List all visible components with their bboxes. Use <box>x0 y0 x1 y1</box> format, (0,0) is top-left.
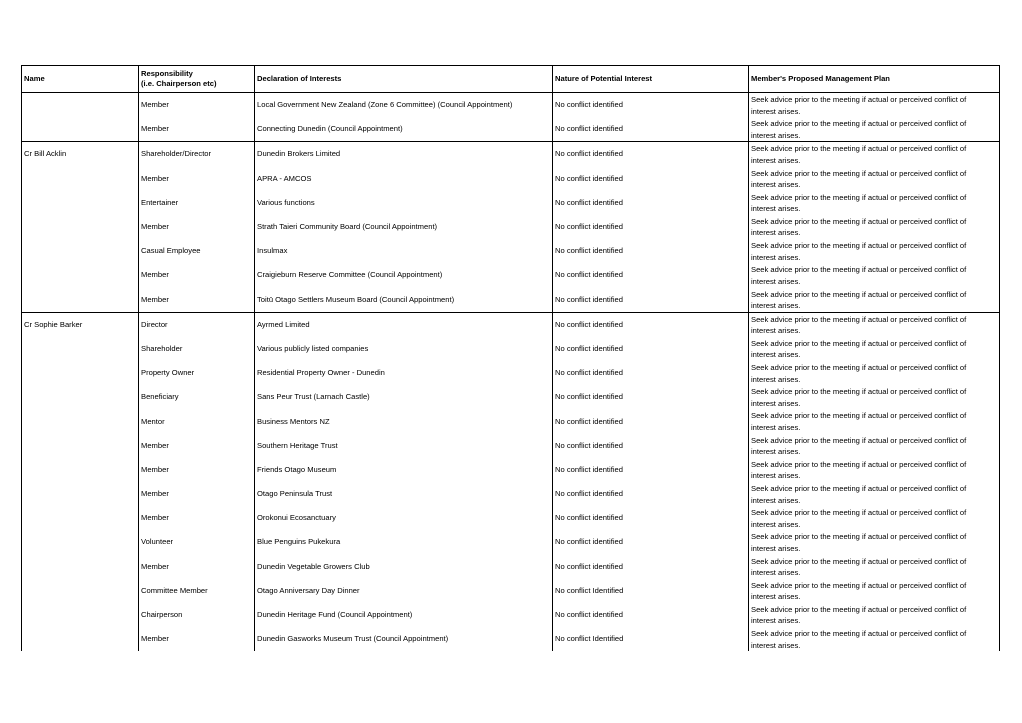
header-row <box>22 66 1000 93</box>
table-row <box>22 506 1000 530</box>
plan-text-line2: interest arises. <box>751 422 801 432</box>
cell-declaration: Various functions <box>255 191 553 215</box>
plan-text-line2: interest arises. <box>751 471 801 481</box>
plan-text-line2: interest arises. <box>751 276 801 286</box>
cell-management-plan <box>749 312 1000 337</box>
plan-text-line1: Seek advice prior to the meeting if actual or perceived conflict of <box>751 216 967 226</box>
plan-text-line2: interest arises. <box>751 228 801 238</box>
cell-responsibility: Member <box>139 215 255 239</box>
cell-responsibility: Member <box>139 288 255 313</box>
cell-nature: No conflict identified <box>553 530 749 554</box>
cell-name <box>22 482 139 506</box>
table-body <box>22 93 1000 652</box>
cell-management-plan <box>749 482 1000 506</box>
cell-declaration: Strath Taieri Community Board (Council Appointment) <box>255 215 553 239</box>
plan-text-line1: Seek advice prior to the meeting if actual or perceived conflict of <box>751 241 967 251</box>
header-responsibility-line2: (i.e. Chairperson etc) <box>141 79 217 88</box>
interests-register-sheet <box>21 65 999 651</box>
plan-text-line1: Seek advice prior to the meeting if actual or perceived conflict of <box>751 459 967 469</box>
cell-nature: No conflict identified <box>553 361 749 385</box>
cell-management-plan <box>749 409 1000 433</box>
cell-nature: No conflict identified <box>553 555 749 579</box>
cell-name <box>22 579 139 603</box>
cell-management-plan <box>749 458 1000 482</box>
table-row <box>22 215 1000 239</box>
cell-nature: No conflict identified <box>553 434 749 458</box>
header-plan: Member's Proposed Management Plan <box>749 66 1000 93</box>
cell-declaration: Otago Anniversary Day Dinner <box>255 579 553 603</box>
plan-text-line1: Seek advice prior to the meeting if actual or perceived conflict of <box>751 508 967 518</box>
table-row <box>22 530 1000 554</box>
cell-nature: No conflict identified <box>553 337 749 361</box>
plan-text-line1: Seek advice prior to the meeting if actual or perceived conflict of <box>751 119 967 129</box>
cell-management-plan <box>749 579 1000 603</box>
cell-management-plan <box>749 288 1000 313</box>
cell-management-plan <box>749 167 1000 191</box>
plan-text-line1: Seek advice prior to the meeting if actual or perceived conflict of <box>751 629 967 639</box>
plan-text-line1: Seek advice prior to the meeting if actual or perceived conflict of <box>751 580 967 590</box>
cell-nature: No conflict identified <box>553 263 749 287</box>
cell-declaration: APRA - AMCOS <box>255 167 553 191</box>
cell-nature: No conflict identified <box>553 117 749 142</box>
table-row <box>22 117 1000 142</box>
cell-responsibility: Beneficiary <box>139 385 255 409</box>
cell-nature: No conflict identified <box>553 215 749 239</box>
plan-text-line2: interest arises. <box>751 519 801 529</box>
cell-responsibility: Member <box>139 555 255 579</box>
table-row <box>22 263 1000 287</box>
cell-name <box>22 434 139 458</box>
cell-responsibility: Committee Member <box>139 579 255 603</box>
cell-nature: No conflict identified <box>553 288 749 313</box>
cell-management-plan <box>749 191 1000 215</box>
plan-text-line2: interest arises. <box>751 447 801 457</box>
cell-nature: No conflict identified <box>553 409 749 433</box>
plan-text-line2: interest arises. <box>751 543 801 553</box>
plan-text-line1: Seek advice prior to the meeting if actual or perceived conflict of <box>751 168 967 178</box>
table-row <box>22 337 1000 361</box>
cell-management-plan <box>749 215 1000 239</box>
cell-nature: No conflict identified <box>553 482 749 506</box>
cell-declaration: Connecting Dunedin (Council Appointment) <box>255 117 553 142</box>
cell-name <box>22 555 139 579</box>
cell-declaration: Blue Penguins Pukekura <box>255 530 553 554</box>
cell-name: Cr Bill Acklin <box>22 142 139 167</box>
cell-nature: No conflict identified <box>553 385 749 409</box>
cell-nature: No conflict identified <box>553 506 749 530</box>
cell-responsibility: Casual Employee <box>139 239 255 263</box>
cell-name <box>22 603 139 627</box>
table-row <box>22 167 1000 191</box>
cell-management-plan <box>749 263 1000 287</box>
plan-text-line2: interest arises. <box>751 374 801 384</box>
cell-name: Cr Sophie Barker <box>22 312 139 337</box>
plan-text-line1: Seek advice prior to the meeting if actual or perceived conflict of <box>751 314 967 324</box>
plan-text-line1: Seek advice prior to the meeting if actual or perceived conflict of <box>751 532 967 542</box>
cell-name <box>22 409 139 433</box>
cell-declaration: Dunedin Gasworks Museum Trust (Council Appointment) <box>255 627 553 651</box>
cell-responsibility: Member <box>139 93 255 118</box>
plan-text-line2: interest arises. <box>751 155 801 165</box>
cell-management-plan <box>749 93 1000 118</box>
cell-management-plan <box>749 627 1000 651</box>
plan-text-line1: Seek advice prior to the meeting if actual or perceived conflict of <box>751 363 967 373</box>
cell-nature: No conflict identified <box>553 239 749 263</box>
cell-responsibility: Member <box>139 627 255 651</box>
table-row <box>22 361 1000 385</box>
plan-text-line2: interest arises. <box>751 204 801 214</box>
cell-declaration: Dunedin Heritage Fund (Council Appointment) <box>255 603 553 627</box>
plan-text-line2: interest arises. <box>751 616 801 626</box>
plan-text-line1: Seek advice prior to the meeting if actual or perceived conflict of <box>751 556 967 566</box>
cell-nature: No conflict Identified <box>553 579 749 603</box>
table-row <box>22 142 1000 167</box>
cell-nature: No conflict identified <box>553 167 749 191</box>
plan-text-line2: interest arises. <box>751 495 801 505</box>
header-responsibility <box>139 66 255 93</box>
header-nature: Nature of Potential Interest <box>553 66 749 93</box>
cell-responsibility: Member <box>139 482 255 506</box>
cell-declaration: Friends Otago Museum <box>255 458 553 482</box>
cell-name <box>22 93 139 118</box>
plan-text-line2: interest arises. <box>751 568 801 578</box>
plan-text-line1: Seek advice prior to the meeting if actual or perceived conflict of <box>751 435 967 445</box>
table-row <box>22 579 1000 603</box>
cell-name <box>22 288 139 313</box>
cell-declaration: Orokonui Ecosanctuary <box>255 506 553 530</box>
cell-management-plan <box>749 239 1000 263</box>
table-row <box>22 555 1000 579</box>
cell-name <box>22 627 139 651</box>
cell-responsibility: Member <box>139 167 255 191</box>
plan-text-line1: Seek advice prior to the meeting if actual or perceived conflict of <box>751 144 967 154</box>
plan-text-line1: Seek advice prior to the meeting if actual or perceived conflict of <box>751 411 967 421</box>
cell-management-plan <box>749 603 1000 627</box>
cell-name <box>22 263 139 287</box>
cell-responsibility: Member <box>139 458 255 482</box>
plan-text-line2: interest arises. <box>751 106 801 116</box>
cell-declaration: Residential Property Owner - Dunedin <box>255 361 553 385</box>
table-row <box>22 385 1000 409</box>
plan-text-line2: interest arises. <box>751 350 801 360</box>
cell-name <box>22 167 139 191</box>
plan-text-line1: Seek advice prior to the meeting if actual or perceived conflict of <box>751 95 967 104</box>
cell-nature: No conflict identified <box>553 93 749 118</box>
plan-text-line2: interest arises. <box>751 252 801 262</box>
cell-management-plan <box>749 530 1000 554</box>
cell-name <box>22 530 139 554</box>
cell-declaration: Otago Peninsula Trust <box>255 482 553 506</box>
cell-responsibility: Entertainer <box>139 191 255 215</box>
interests-table <box>21 65 1000 651</box>
table-row <box>22 458 1000 482</box>
plan-text-line2: interest arises. <box>751 180 801 190</box>
cell-management-plan <box>749 506 1000 530</box>
cell-name <box>22 385 139 409</box>
table-row <box>22 239 1000 263</box>
header-declaration: Declaration of Interests <box>255 66 553 93</box>
cell-responsibility: Shareholder/Director <box>139 142 255 167</box>
cell-management-plan <box>749 434 1000 458</box>
cell-name <box>22 191 139 215</box>
cell-nature: No conflict identified <box>553 458 749 482</box>
table-row <box>22 482 1000 506</box>
table-row <box>22 288 1000 313</box>
plan-text-line1: Seek advice prior to the meeting if actual or perceived conflict of <box>751 289 967 299</box>
cell-name <box>22 458 139 482</box>
cell-responsibility: Member <box>139 117 255 142</box>
plan-text-line1: Seek advice prior to the meeting if actual or perceived conflict of <box>751 604 967 614</box>
table-row <box>22 312 1000 337</box>
cell-name <box>22 506 139 530</box>
plan-text-line1: Seek advice prior to the meeting if actual or perceived conflict of <box>751 338 967 348</box>
cell-responsibility: Director <box>139 312 255 337</box>
plan-text-line1: Seek advice prior to the meeting if actual or perceived conflict of <box>751 192 967 202</box>
plan-text-line2: interest arises. <box>751 592 801 602</box>
plan-text-line2: interest arises. <box>751 130 801 140</box>
header-name: Name <box>22 66 139 93</box>
cell-declaration: Dunedin Vegetable Growers Club <box>255 555 553 579</box>
plan-text-line1: Seek advice prior to the meeting if actual or perceived conflict of <box>751 265 967 275</box>
cell-nature: No conflict identified <box>553 191 749 215</box>
cell-responsibility: Volunteer <box>139 530 255 554</box>
table-row <box>22 627 1000 651</box>
table-header <box>22 66 1000 93</box>
cell-declaration: Toitū Otago Settlers Museum Board (Council Appointment) <box>255 288 553 313</box>
cell-nature: No conflict identified <box>553 142 749 167</box>
cell-declaration: Business Mentors NZ <box>255 409 553 433</box>
cell-declaration: Dunedin Brokers Limited <box>255 142 553 167</box>
cell-declaration: Ayrmed Limited <box>255 312 553 337</box>
plan-text-line2: interest arises. <box>751 398 801 408</box>
cell-responsibility: Mentor <box>139 409 255 433</box>
cell-name <box>22 215 139 239</box>
cell-declaration: Craigieburn Reserve Committee (Council Appointment) <box>255 263 553 287</box>
plan-text-line2: interest arises. <box>751 326 801 336</box>
cell-responsibility: Member <box>139 263 255 287</box>
cell-management-plan <box>749 117 1000 142</box>
cell-nature: No conflict identified <box>553 603 749 627</box>
cell-responsibility: Property Owner <box>139 361 255 385</box>
cell-responsibility: Shareholder <box>139 337 255 361</box>
cell-declaration: Various publicly listed companies <box>255 337 553 361</box>
plan-text-line1: Seek advice prior to the meeting if actual or perceived conflict of <box>751 387 967 397</box>
cell-name <box>22 117 139 142</box>
header-responsibility-line1: Responsibility <box>141 69 193 78</box>
table-row <box>22 191 1000 215</box>
cell-name <box>22 337 139 361</box>
cell-nature: No conflict Identified <box>553 627 749 651</box>
table-row <box>22 434 1000 458</box>
cell-management-plan <box>749 142 1000 167</box>
cell-responsibility: Member <box>139 506 255 530</box>
cell-declaration: Insulmax <box>255 239 553 263</box>
cell-name <box>22 239 139 263</box>
cell-management-plan <box>749 555 1000 579</box>
cell-responsibility: Member <box>139 434 255 458</box>
cell-management-plan <box>749 385 1000 409</box>
cell-management-plan <box>749 361 1000 385</box>
table-row <box>22 409 1000 433</box>
cell-declaration: Sans Peur Trust (Larnach Castle) <box>255 385 553 409</box>
table-row <box>22 603 1000 627</box>
cell-management-plan <box>749 337 1000 361</box>
plan-text-line1: Seek advice prior to the meeting if actual or perceived conflict of <box>751 484 967 493</box>
table-row <box>22 93 1000 118</box>
plan-text-line2: interest arises. <box>751 301 801 310</box>
cell-name <box>22 361 139 385</box>
plan-text-line2: interest arises. <box>751 640 801 650</box>
cell-nature: No conflict identified <box>553 312 749 337</box>
cell-responsibility: Chairperson <box>139 603 255 627</box>
cell-declaration: Southern Heritage Trust <box>255 434 553 458</box>
cell-declaration: Local Government New Zealand (Zone 6 Committee) (Council Appointment) <box>255 93 553 118</box>
